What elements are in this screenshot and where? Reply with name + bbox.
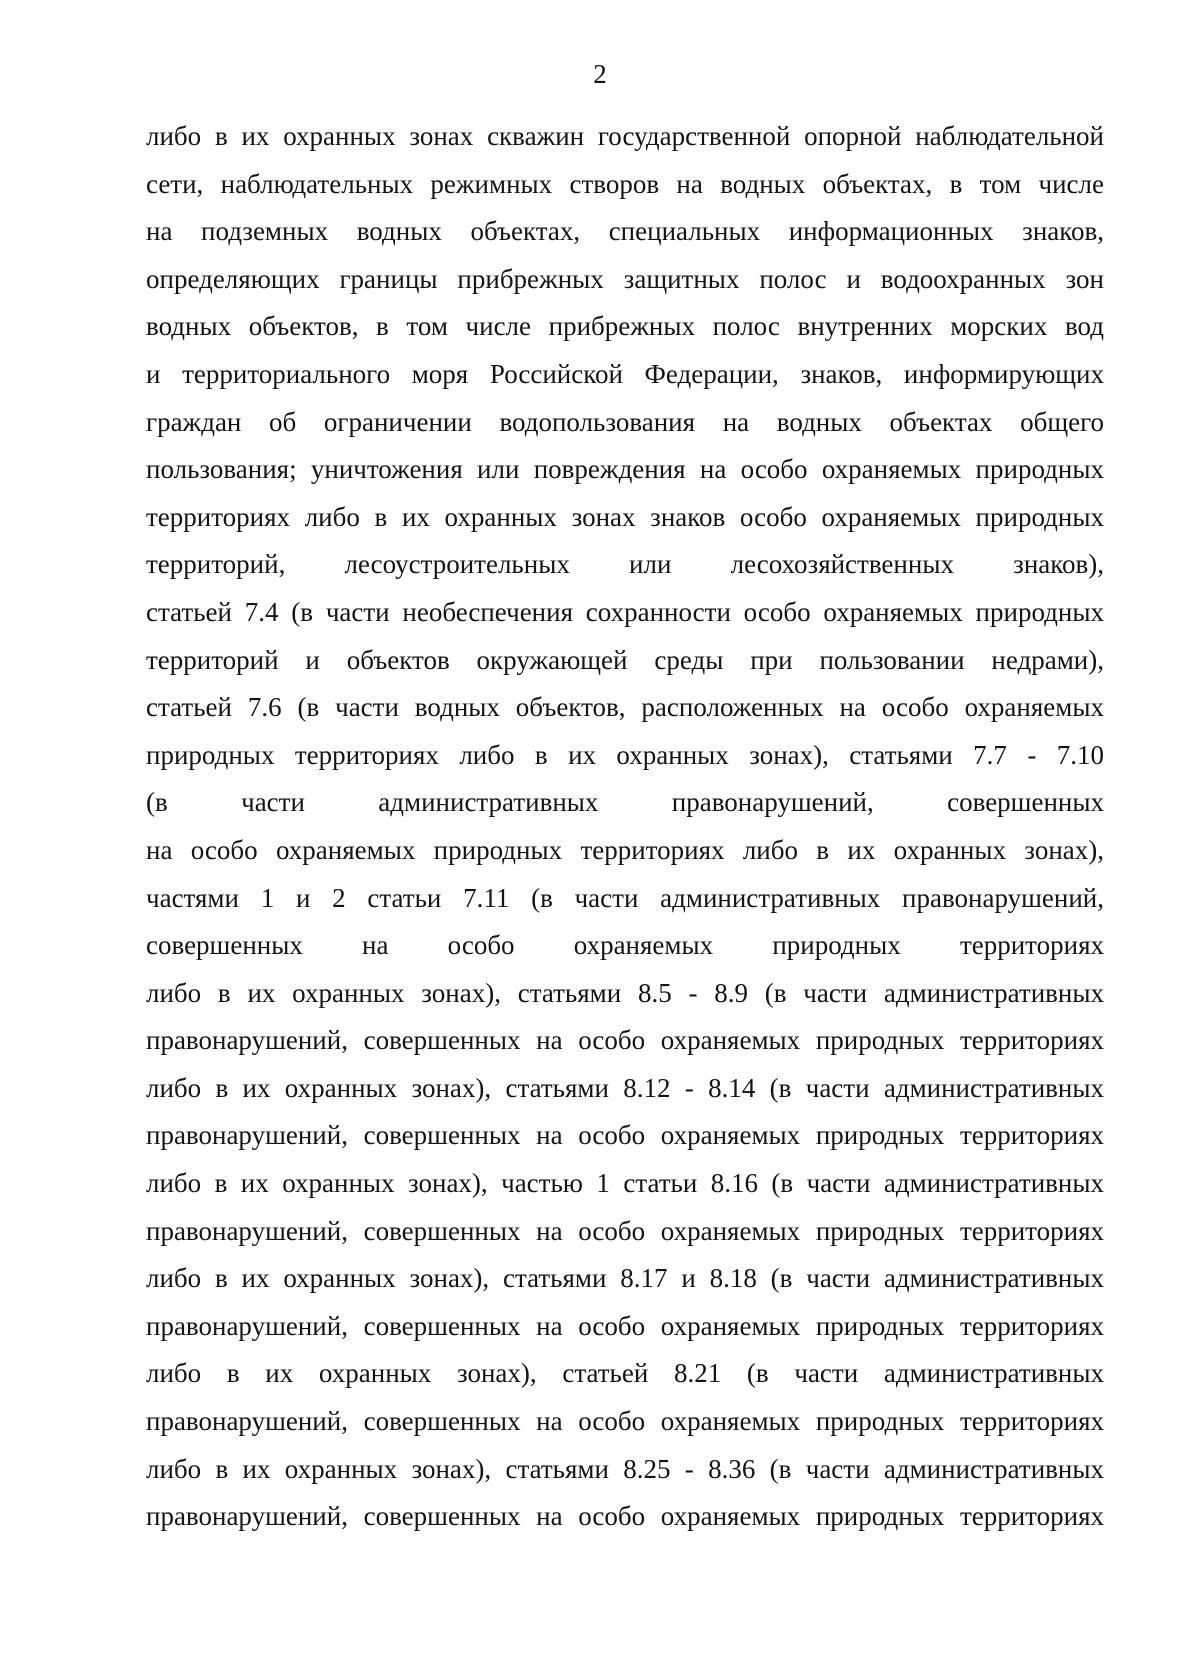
text-line: на особо охраняемых природных территориях либо в их охранных зонах), <box>146 834 1104 865</box>
text-line: правонарушений, совершенных на особо охраняемых природных территориях <box>146 1310 1104 1341</box>
text-line: водных объектов, в том числе прибрежных полос внутренних морских вод <box>146 311 1104 342</box>
text-line: статьей 7.6 (в части водных объектов, расположенных на особо охраняемых <box>146 692 1104 723</box>
text-line: частями 1 и 2 статьи 7.11 (в части административных правонарушений, <box>146 882 1104 913</box>
text-line: либо в их охранных зонах скважин государственной опорной наблюдательной <box>146 121 1104 151</box>
text-line: либо в их охранных зонах), статьей 8.21 (в части административных <box>146 1358 1104 1389</box>
text-line: территорий и объектов окружающей среды при пользовании недрами), <box>146 644 1104 675</box>
text-line: пользования; уничтожения или повреждения на особо охраняемых природных <box>146 454 1104 485</box>
text-line: сети, наблюдательных режимных створов на водных объектах, в том числе <box>146 168 1104 199</box>
text-line: на подземных водных объектах, специальных информационных знаков, <box>146 216 1104 247</box>
text-line: либо в их охранных зонах), частью 1 статьи 8.16 (в части административных <box>146 1168 1104 1199</box>
text-line: и территориального моря Российской Федерации, знаков, информирующих <box>146 358 1104 389</box>
text-line: либо в их охранных зонах), статьями 8.5 - 8.9 (в части административных <box>146 977 1104 1008</box>
text-line: либо в их охранных зонах), статьями 8.12 - 8.14 (в части административных <box>146 1072 1104 1103</box>
text-line: территорий, лесоустроительных или лесохозяйственных знаков), <box>146 549 1104 580</box>
text-line: территориях либо в их охранных зонах знаков особо охраняемых природных <box>146 501 1104 532</box>
text-line: правонарушений, совершенных на особо охраняемых природных территориях <box>146 1406 1104 1437</box>
text-line: либо в их охранных зонах), статьями 8.25 - 8.36 (в части административных <box>146 1453 1104 1484</box>
text-line: либо в их охранных зонах), статьями 8.17 и 8.18 (в части административных <box>146 1263 1104 1294</box>
page-number: 2 <box>593 59 607 89</box>
text-line: граждан об ограничении водопользования на водных объектах общего <box>146 406 1104 437</box>
text-line: определяющих границы прибрежных защитных полос и водоохранных зон <box>146 263 1104 294</box>
text-line: правонарушений, совершенных на особо охраняемых природных территориях <box>146 1501 1104 1532</box>
body-text <box>146 113 1104 1541</box>
text-line: правонарушений, совершенных на особо охраняемых природных территориях <box>146 1025 1104 1056</box>
text-line: статьей 7.4 (в части необеспечения сохранности особо охраняемых природных <box>146 596 1104 627</box>
text-line: совершенных на особо охраняемых природных территориях <box>146 930 1104 961</box>
text-line: (в части административных правонарушений, совершенных <box>146 787 1104 818</box>
text-line: правонарушений, совершенных на особо охраняемых природных территориях <box>146 1215 1104 1246</box>
text-line: природных территориях либо в их охранных зонах), статьями 7.7 - 7.10 <box>146 739 1104 770</box>
text-line: правонарушений, совершенных на особо охраняемых природных территориях <box>146 1120 1104 1151</box>
